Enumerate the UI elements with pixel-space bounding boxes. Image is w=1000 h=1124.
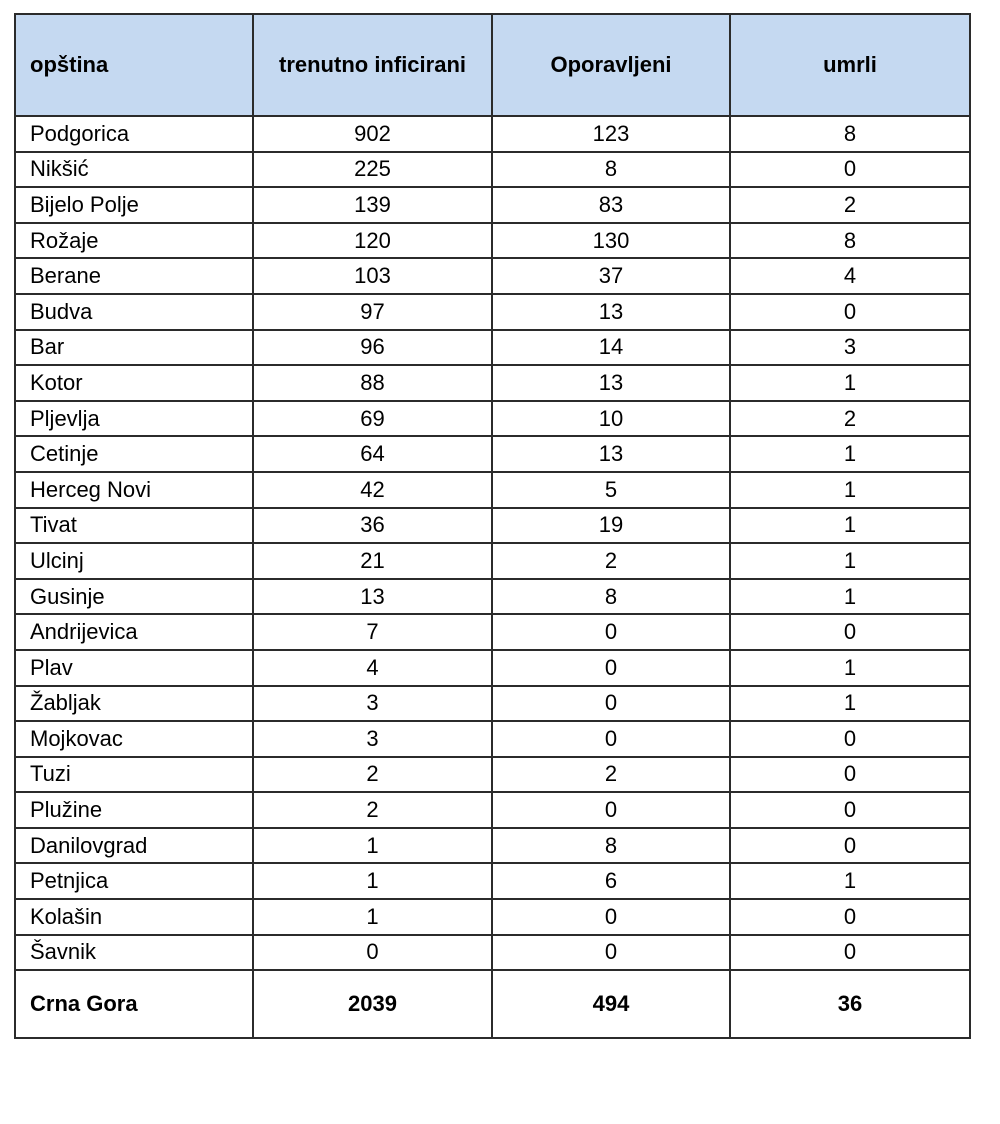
cell-municipality: Podgorica	[15, 116, 253, 152]
cell-deceased: 2	[730, 401, 970, 437]
cell-deceased: 0	[730, 152, 970, 188]
covid-municipality-table	[14, 13, 971, 1039]
cell-municipality: Tivat	[15, 508, 253, 544]
header-deceased: umrli	[730, 14, 970, 116]
cell-deceased: 1	[730, 863, 970, 899]
cell-deceased: 1	[730, 472, 970, 508]
cell-municipality: Kotor	[15, 365, 253, 401]
cell-deceased: 1	[730, 543, 970, 579]
cell-recovered: 2	[492, 543, 730, 579]
cell-deceased: 0	[730, 757, 970, 793]
cell-recovered: 0	[492, 721, 730, 757]
table-row	[15, 686, 970, 722]
total-recovered: 494	[492, 970, 730, 1038]
cell-recovered: 0	[492, 899, 730, 935]
cell-currently-infected: 0	[253, 935, 492, 971]
table-footer	[15, 970, 970, 1038]
cell-recovered: 5	[492, 472, 730, 508]
cell-municipality: Cetinje	[15, 436, 253, 472]
cell-currently-infected: 3	[253, 721, 492, 757]
table-row	[15, 899, 970, 935]
cell-municipality: Andrijevica	[15, 614, 253, 650]
table-row	[15, 650, 970, 686]
cell-currently-infected: 2	[253, 757, 492, 793]
cell-currently-infected: 21	[253, 543, 492, 579]
cell-municipality: Herceg Novi	[15, 472, 253, 508]
cell-currently-infected: 7	[253, 614, 492, 650]
cell-deceased: 0	[730, 721, 970, 757]
cell-recovered: 19	[492, 508, 730, 544]
cell-currently-infected: 42	[253, 472, 492, 508]
cell-recovered: 0	[492, 650, 730, 686]
cell-recovered: 123	[492, 116, 730, 152]
cell-deceased: 0	[730, 935, 970, 971]
header-municipality: opština	[15, 14, 253, 116]
cell-deceased: 2	[730, 187, 970, 223]
cell-recovered: 13	[492, 436, 730, 472]
total-currently-infected: 2039	[253, 970, 492, 1038]
cell-municipality: Mojkovac	[15, 721, 253, 757]
cell-municipality: Rožaje	[15, 223, 253, 259]
cell-currently-infected: 36	[253, 508, 492, 544]
table-row	[15, 401, 970, 437]
cell-recovered: 8	[492, 152, 730, 188]
cell-municipality: Žabljak	[15, 686, 253, 722]
cell-currently-infected: 1	[253, 899, 492, 935]
table-row	[15, 436, 970, 472]
cell-deceased: 0	[730, 792, 970, 828]
cell-municipality: Ulcinj	[15, 543, 253, 579]
table-row	[15, 223, 970, 259]
table-row	[15, 365, 970, 401]
cell-municipality: Plav	[15, 650, 253, 686]
total-label: Crna Gora	[15, 970, 253, 1038]
cell-municipality: Bijelo Polje	[15, 187, 253, 223]
cell-recovered: 0	[492, 614, 730, 650]
cell-deceased: 0	[730, 899, 970, 935]
table-row	[15, 757, 970, 793]
table-row	[15, 152, 970, 188]
header-recovered: Oporavljeni	[492, 14, 730, 116]
cell-municipality: Petnjica	[15, 863, 253, 899]
table-row	[15, 187, 970, 223]
header-currently-infected: trenutno inficirani	[253, 14, 492, 116]
cell-deceased: 1	[730, 508, 970, 544]
cell-currently-infected: 902	[253, 116, 492, 152]
cell-deceased: 3	[730, 330, 970, 366]
cell-municipality: Budva	[15, 294, 253, 330]
cell-deceased: 8	[730, 116, 970, 152]
cell-deceased: 1	[730, 365, 970, 401]
cell-recovered: 37	[492, 258, 730, 294]
cell-recovered: 8	[492, 579, 730, 615]
cell-recovered: 130	[492, 223, 730, 259]
cell-currently-infected: 1	[253, 863, 492, 899]
cell-currently-infected: 2	[253, 792, 492, 828]
cell-deceased: 0	[730, 614, 970, 650]
header-row	[15, 14, 970, 116]
cell-currently-infected: 69	[253, 401, 492, 437]
cell-currently-infected: 103	[253, 258, 492, 294]
table-row	[15, 330, 970, 366]
table-row	[15, 543, 970, 579]
cell-municipality: Tuzi	[15, 757, 253, 793]
cell-recovered: 2	[492, 757, 730, 793]
cell-municipality: Nikšić	[15, 152, 253, 188]
table-row	[15, 828, 970, 864]
cell-recovered: 0	[492, 792, 730, 828]
cell-municipality: Šavnik	[15, 935, 253, 971]
table-row	[15, 472, 970, 508]
table-row	[15, 579, 970, 615]
cell-recovered: 0	[492, 935, 730, 971]
table-row	[15, 935, 970, 971]
cell-currently-infected: 139	[253, 187, 492, 223]
table-row	[15, 792, 970, 828]
total-deceased: 36	[730, 970, 970, 1038]
cell-deceased: 1	[730, 436, 970, 472]
cell-municipality: Plužine	[15, 792, 253, 828]
cell-municipality: Pljevlja	[15, 401, 253, 437]
cell-recovered: 14	[492, 330, 730, 366]
cell-deceased: 0	[730, 828, 970, 864]
cell-municipality: Berane	[15, 258, 253, 294]
cell-recovered: 83	[492, 187, 730, 223]
cell-currently-infected: 97	[253, 294, 492, 330]
cell-currently-infected: 96	[253, 330, 492, 366]
table-row	[15, 614, 970, 650]
cell-deceased: 4	[730, 258, 970, 294]
table-header	[15, 14, 970, 116]
cell-recovered: 10	[492, 401, 730, 437]
cell-recovered: 13	[492, 365, 730, 401]
total-row	[15, 970, 970, 1038]
table-row	[15, 721, 970, 757]
cell-recovered: 6	[492, 863, 730, 899]
cell-currently-infected: 120	[253, 223, 492, 259]
cell-municipality: Kolašin	[15, 899, 253, 935]
cell-currently-infected: 3	[253, 686, 492, 722]
cell-municipality: Danilovgrad	[15, 828, 253, 864]
table-body	[15, 116, 970, 970]
cell-deceased: 1	[730, 686, 970, 722]
table-row	[15, 863, 970, 899]
table-row	[15, 258, 970, 294]
table-row	[15, 116, 970, 152]
cell-currently-infected: 4	[253, 650, 492, 686]
table-row	[15, 508, 970, 544]
cell-currently-infected: 64	[253, 436, 492, 472]
table-row	[15, 294, 970, 330]
cell-municipality: Gusinje	[15, 579, 253, 615]
cell-currently-infected: 1	[253, 828, 492, 864]
cell-deceased: 1	[730, 579, 970, 615]
cell-deceased: 1	[730, 650, 970, 686]
cell-currently-infected: 88	[253, 365, 492, 401]
cell-municipality: Bar	[15, 330, 253, 366]
cell-recovered: 13	[492, 294, 730, 330]
cell-currently-infected: 13	[253, 579, 492, 615]
cell-recovered: 0	[492, 686, 730, 722]
cell-deceased: 0	[730, 294, 970, 330]
cell-recovered: 8	[492, 828, 730, 864]
cell-deceased: 8	[730, 223, 970, 259]
cell-currently-infected: 225	[253, 152, 492, 188]
